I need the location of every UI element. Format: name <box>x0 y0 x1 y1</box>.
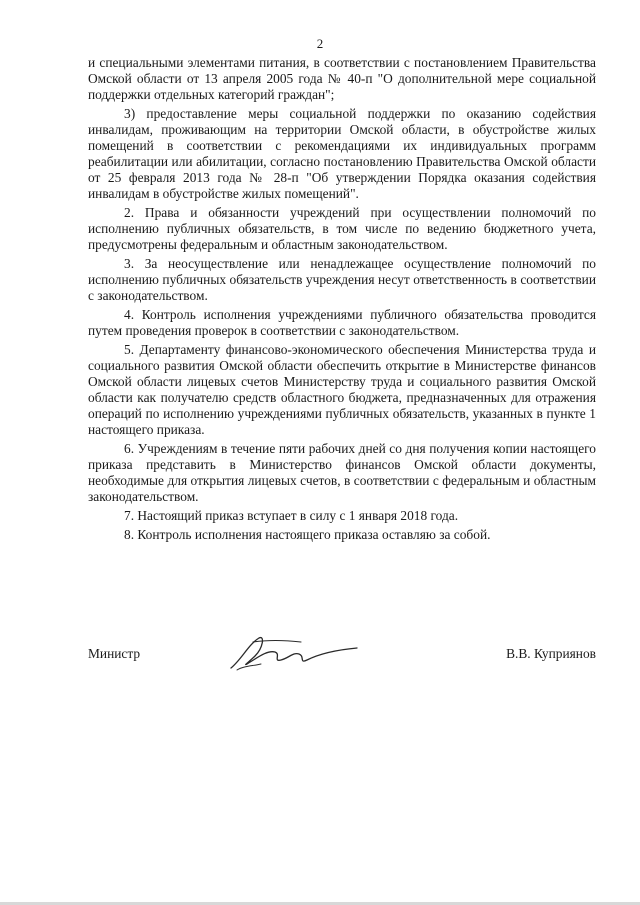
paragraph-7-effective-date: 7. Настоящий приказ вступает в силу с 1 января 2018 года. <box>124 508 459 523</box>
paragraph-3-responsibility: 3. За неосуществление или ненадлежащее осуществление полномочий по исполнению публичных обязательств учреждения несут ответственность в соответствии с законодательством. <box>88 256 596 303</box>
paragraph-item-3: 3) предоставление меры социальной поддержки по оказанию содействия инвалидам, проживающим на территории Омской области, в обустройстве жилых помещений в соответствии с рекомендациями их индивидуальных программ реабилитации или абилитации, согласно постановлению Правительства Омской области от 25 февраля 2013 года № 28-п "Об утверждении Порядка оказания содействия инвалидам в обустройстве жилых помещений". <box>88 106 596 201</box>
signer-name: В.В. Куприянов <box>506 646 596 661</box>
signer-title: Министр <box>88 646 141 661</box>
signature-row <box>88 640 596 680</box>
document-body <box>88 55 596 546</box>
paragraph-8-oversight: 8. Контроль исполнения настоящего приказа оставляю за собой. <box>124 527 491 542</box>
paragraph-4-control: 4. Контроль исполнения учреждениями публичного обязательства проводится путем проведения проверок в соответствии с законодательством. <box>88 307 596 338</box>
paragraph-6-institutions: 6. Учреждениям в течение пяти рабочих дней со дня получения копии настоящего приказа представить в Министерство финансов Омской области документы, необходимые для открытия лицевых счетов, в соответствии с федеральным и областным законодательством. <box>88 441 596 504</box>
paragraph-continuation: и специальными элементами питания, в соответствии с постановлением Правительства Омской области от 13 апреля 2005 года № 40-п "О дополнительной мере социальной поддержки отдельных категорий граждан"; <box>88 55 596 102</box>
paragraph-2-rights: 2. Права и обязанности учреждений при осуществлении полномочий по исполнению публичных обязательств, в том числе по ведению бюджетного учета, предусмотрены федеральным и областным законодательством. <box>88 205 596 252</box>
handwritten-signature <box>223 630 363 676</box>
page-number: 2 <box>316 36 324 51</box>
paragraph-5-department: 5. Департаменту финансово-экономического обеспечения Министерства труда и социального развития Омской области обеспечить открытие в Министерстве финансов Омской области лицевых счетов Министерству труда и социального развития Омской области как получателю средств областного бюджета, предназначенных для отражения операций по исполнению учреждениями публичных обязательств, указанных в пункте 1 настоящего приказа. <box>88 342 596 437</box>
